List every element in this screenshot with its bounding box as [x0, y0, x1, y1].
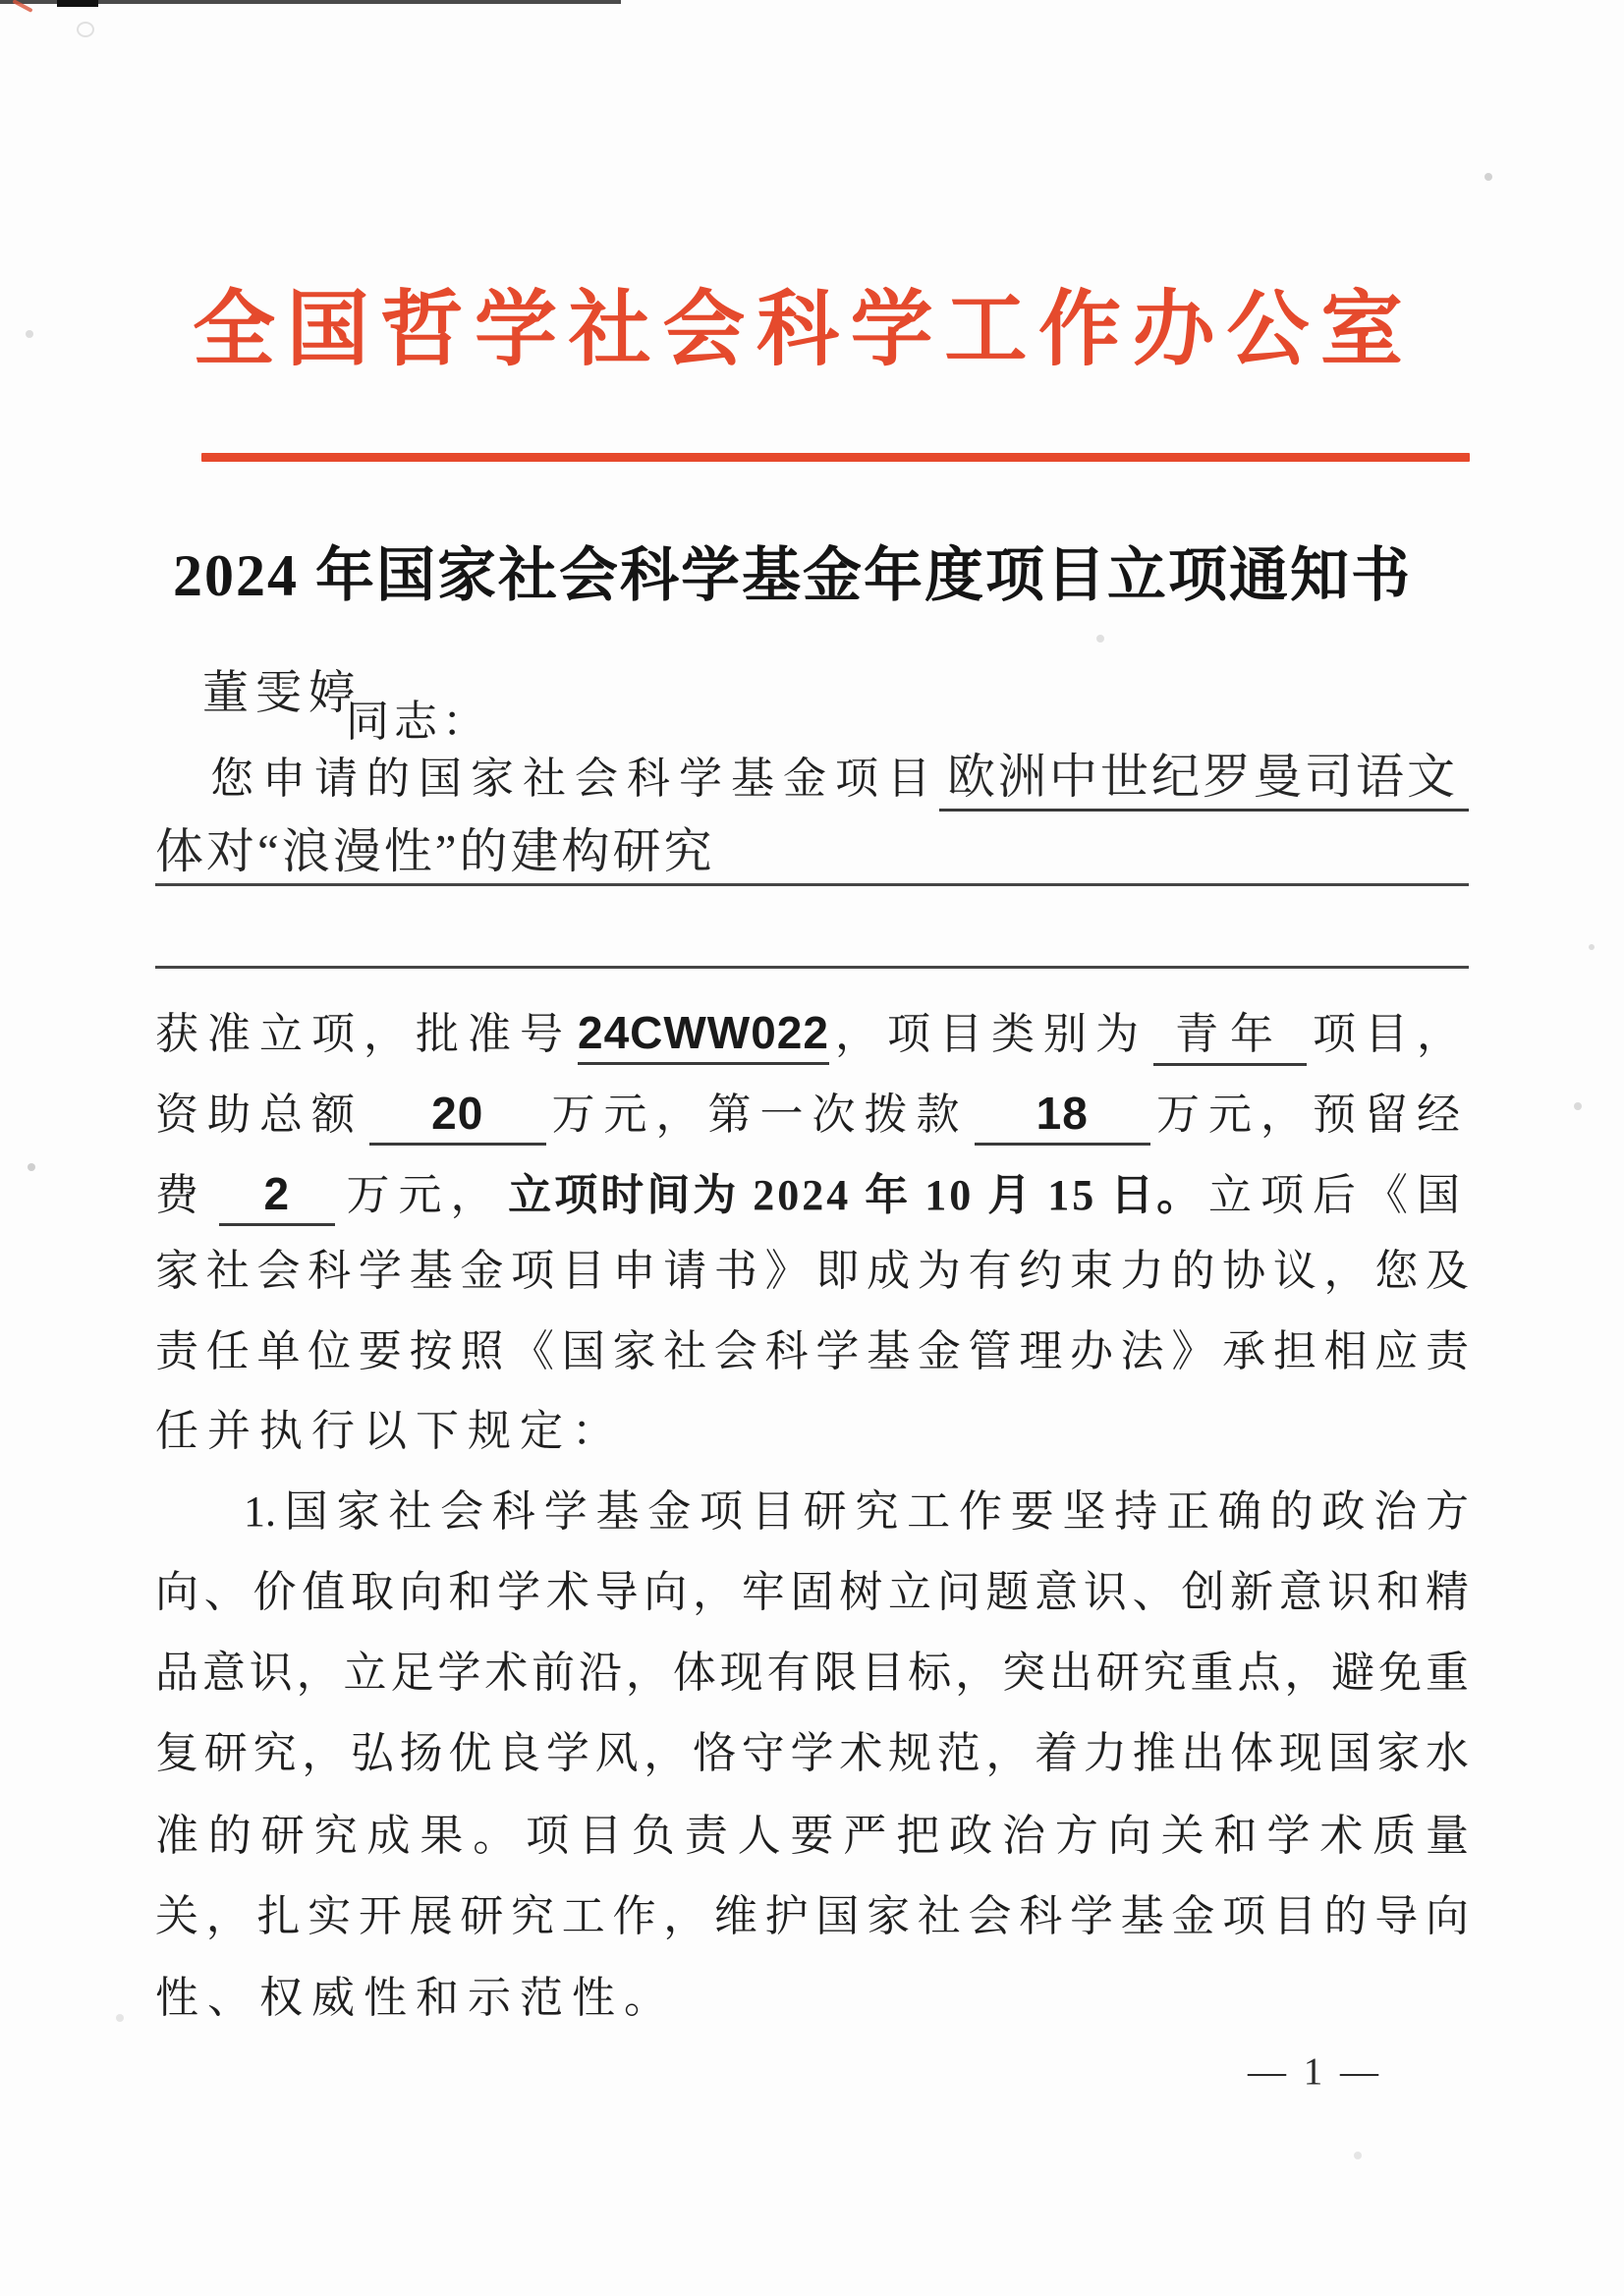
grant-line-6: 任并执行以下规定：	[155, 1407, 624, 1455]
regulation-line-3: 品意识，立足学术前沿，体现有限目标，突出研究重点，避免重	[155, 1649, 1469, 1697]
total-amount-blank: 20	[369, 1087, 546, 1146]
regulation-line-4: 复研究，弘扬优良学风，恪守学术规范，着力推出体现国家水	[155, 1729, 1469, 1777]
recipient-salutation: 同志：	[346, 698, 490, 746]
grant-line-4: 家社会科学基金项目申请书》即成为有约束力的协议，您及	[155, 1247, 1469, 1295]
scan-top-edge-dark-artifact	[57, 0, 98, 7]
project-title-blank-part1: 欧洲中世纪罗曼司语文	[939, 749, 1469, 812]
grant-line1-end: 项目，	[1313, 1010, 1469, 1058]
grant-line3-mid: 万元，	[346, 1171, 503, 1219]
grant-line-2	[155, 1087, 1469, 1146]
regulation-line-5: 准的研究成果。项目负责人要严把政治方向关和学术质量	[155, 1812, 1469, 1860]
grant-line2-pre: 资助总额	[155, 1091, 364, 1139]
letterhead-org-name: 全国哲学社会科学工作办公室	[193, 285, 1403, 376]
grant-line3-end: 立项后《国	[1208, 1171, 1469, 1219]
regulation-line-7: 性、权威性和示范性。	[155, 1974, 676, 2022]
grant-line1-pre: 获准立项，批准号	[155, 1010, 572, 1058]
regulation-line-1: 1.国家社会科学基金项目研究工作要坚持正确的政治方	[244, 1487, 1469, 1536]
scan-specks	[0, 0, 4, 4]
scan-smudge-artifact	[77, 22, 94, 37]
page-number: — 1 —	[1248, 2050, 1382, 2093]
regulation-line-6: 关，扎实开展研究工作，维护国家社会科学基金项目的导向	[155, 1892, 1469, 1940]
project-title-ruled-line-2	[155, 966, 1469, 969]
intro-lead-text: 您申请的国家社会科学基金项目	[210, 755, 939, 803]
approval-number-blank: 24CWW022	[578, 1006, 829, 1065]
recipient-name: 董雯婷	[202, 668, 362, 719]
grant-line-5: 责任单位要按照《国家社会科学基金管理办法》承担相应责	[155, 1327, 1469, 1375]
letterhead-rule	[201, 453, 1470, 462]
regulation-line-2: 向、价值取向和学术导向，牢固树立问题意识、创新意识和精	[155, 1568, 1469, 1616]
reserved-amount-blank: 2	[219, 1167, 335, 1226]
project-title-ruled-line-1	[155, 883, 1469, 886]
grant-line2-end: 万元，预留经	[1156, 1091, 1469, 1139]
intro-line-1	[155, 749, 1469, 812]
document-title: 2024 年国家社会科学基金年度项目立项通知书	[173, 543, 1412, 608]
first-payment-blank: 18	[975, 1087, 1151, 1146]
grant-line1-mid: ，项目类别为	[834, 1010, 1148, 1058]
grant-line3-pre: 费	[155, 1171, 207, 1219]
grant-line-3	[155, 1167, 1469, 1226]
project-category-blank: 青年	[1153, 1009, 1307, 1066]
grant-line2-mid: 万元，第一次拨款	[551, 1091, 969, 1139]
project-title-part2: 体对“浪漫性”的建构研究	[155, 824, 715, 878]
grant-date-bold-text: 立项时间为 2024 年 10 月 15 日。	[508, 1171, 1204, 1219]
grant-line-1	[155, 1006, 1469, 1066]
